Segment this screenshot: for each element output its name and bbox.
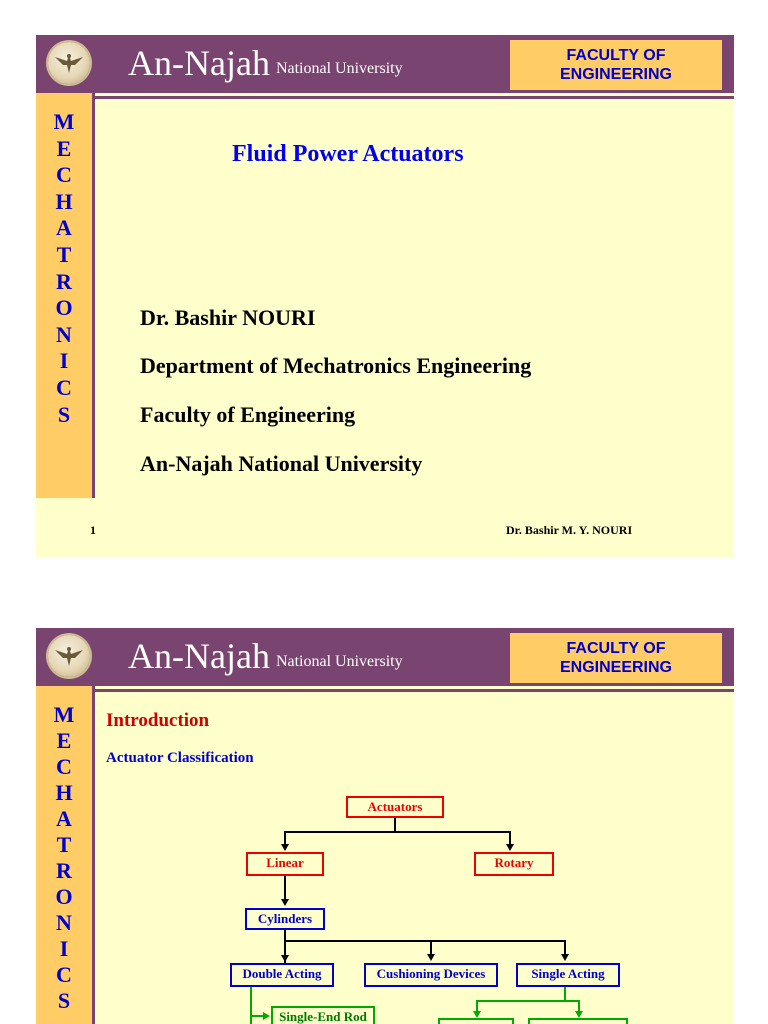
slide-header bbox=[36, 628, 734, 686]
sidebar-letter: T bbox=[56, 241, 72, 267]
sidebar-letter: C bbox=[56, 754, 72, 779]
connector-line bbox=[284, 940, 566, 942]
faculty-line2: ENGINEERING bbox=[559, 66, 672, 83]
mechatronics-vertical-label bbox=[36, 93, 92, 428]
node-cylinders: Cylinders bbox=[245, 908, 325, 930]
node-green-right bbox=[528, 1018, 628, 1024]
sidebar-letter: H bbox=[55, 188, 73, 214]
sidebar-letter: M bbox=[53, 109, 75, 134]
university-logo bbox=[48, 635, 90, 677]
sidebar-letter: M bbox=[53, 702, 75, 727]
faculty-badge bbox=[510, 40, 722, 90]
university-subtitle: National University bbox=[275, 60, 403, 77]
arrow-down-icon bbox=[427, 954, 435, 961]
sidebar-letter: A bbox=[56, 215, 72, 241]
sidebar-letter: O bbox=[55, 884, 73, 909]
sidebar-letter: N bbox=[56, 910, 72, 935]
sidebar-letter: T bbox=[56, 832, 72, 857]
node-linear: Linear bbox=[246, 852, 324, 876]
eagle-icon bbox=[53, 642, 85, 670]
header-divider bbox=[94, 96, 734, 99]
slide-2 bbox=[36, 628, 734, 1024]
connector-line-green bbox=[250, 987, 252, 1024]
sidebar-letter: I bbox=[59, 936, 69, 961]
footer-author: Dr. Bashir M. Y. NOURI bbox=[506, 523, 633, 537]
connector-line bbox=[564, 940, 566, 954]
university-name: An-Najah National University bbox=[128, 636, 403, 676]
section-title: Introduction bbox=[106, 710, 210, 731]
node-green-left bbox=[438, 1018, 514, 1024]
mechatronics-vertical-label bbox=[36, 686, 92, 1014]
arrow-down-icon bbox=[281, 844, 289, 851]
connector-line-green bbox=[250, 1015, 264, 1017]
sidebar-band bbox=[36, 93, 92, 498]
arrow-down-icon bbox=[561, 954, 569, 961]
sidebar-letter: O bbox=[55, 295, 73, 321]
sidebar-letter: E bbox=[56, 728, 72, 753]
sidebar-letter: A bbox=[56, 806, 72, 831]
department-name: Department of Mechatronics Engineering bbox=[140, 353, 532, 378]
sidebar-letter: I bbox=[59, 348, 69, 374]
arrow-down-icon bbox=[506, 844, 514, 851]
faculty-line1: FACULTY OF bbox=[566, 47, 666, 64]
header-divider bbox=[94, 689, 734, 692]
node-cushioning-devices: Cushioning Devices bbox=[364, 963, 498, 987]
author-name: Dr. Bashir NOURI bbox=[140, 305, 316, 330]
sidebar-letter: S bbox=[57, 988, 71, 1013]
sidebar-letter: C bbox=[56, 162, 72, 188]
connector-line bbox=[284, 831, 286, 845]
connector-line bbox=[430, 940, 432, 954]
connector-line bbox=[394, 818, 396, 832]
sidebar-letter: S bbox=[57, 401, 71, 427]
connector-line bbox=[509, 831, 511, 845]
node-rotary: Rotary bbox=[474, 852, 554, 876]
sidebar-letter: R bbox=[56, 268, 72, 294]
arrow-down-icon bbox=[575, 1011, 583, 1018]
faculty-badge bbox=[510, 633, 722, 683]
sidebar-letter: E bbox=[56, 135, 72, 161]
node-double-acting: Double Acting bbox=[230, 963, 334, 987]
eagle-icon bbox=[53, 49, 85, 77]
node-single-acting: Single Acting bbox=[516, 963, 620, 987]
arrow-down-icon bbox=[281, 955, 289, 962]
node-single-end-rod: Single-End Rod bbox=[271, 1006, 375, 1024]
arrow-down-icon bbox=[473, 1011, 481, 1018]
connector-line-green bbox=[476, 1000, 580, 1002]
university-logo bbox=[48, 42, 90, 84]
sidebar-divider bbox=[92, 686, 95, 1024]
connector-line bbox=[284, 831, 511, 833]
university-full-name: An-Najah National University bbox=[140, 451, 423, 476]
page-number: 1 bbox=[90, 523, 96, 537]
slide-title: Fluid Power Actuators bbox=[232, 141, 464, 167]
arrow-right-icon bbox=[263, 1012, 270, 1020]
connector-line-green bbox=[564, 987, 566, 1001]
arrow-down-icon bbox=[281, 899, 289, 906]
university-subtitle: National University bbox=[275, 653, 403, 670]
slide-1 bbox=[36, 35, 734, 557]
sidebar-letter: R bbox=[56, 858, 72, 883]
sidebar-letter: C bbox=[56, 374, 72, 400]
sidebar-divider bbox=[92, 93, 95, 498]
node-actuators: Actuators bbox=[346, 796, 444, 818]
faculty-name: Faculty of Engineering bbox=[140, 402, 356, 427]
connector-line bbox=[284, 876, 286, 900]
sidebar-letter: N bbox=[56, 321, 72, 347]
university-name: An-Najah National University bbox=[128, 43, 403, 83]
sidebar-letter: H bbox=[55, 780, 73, 805]
section-subtitle: Actuator Classification bbox=[106, 750, 254, 766]
faculty-line1: FACULTY OF bbox=[566, 640, 666, 657]
faculty-line2: ENGINEERING bbox=[559, 659, 672, 676]
slide-header bbox=[36, 35, 734, 93]
sidebar-band bbox=[36, 686, 92, 1024]
sidebar-letter: C bbox=[56, 962, 72, 987]
